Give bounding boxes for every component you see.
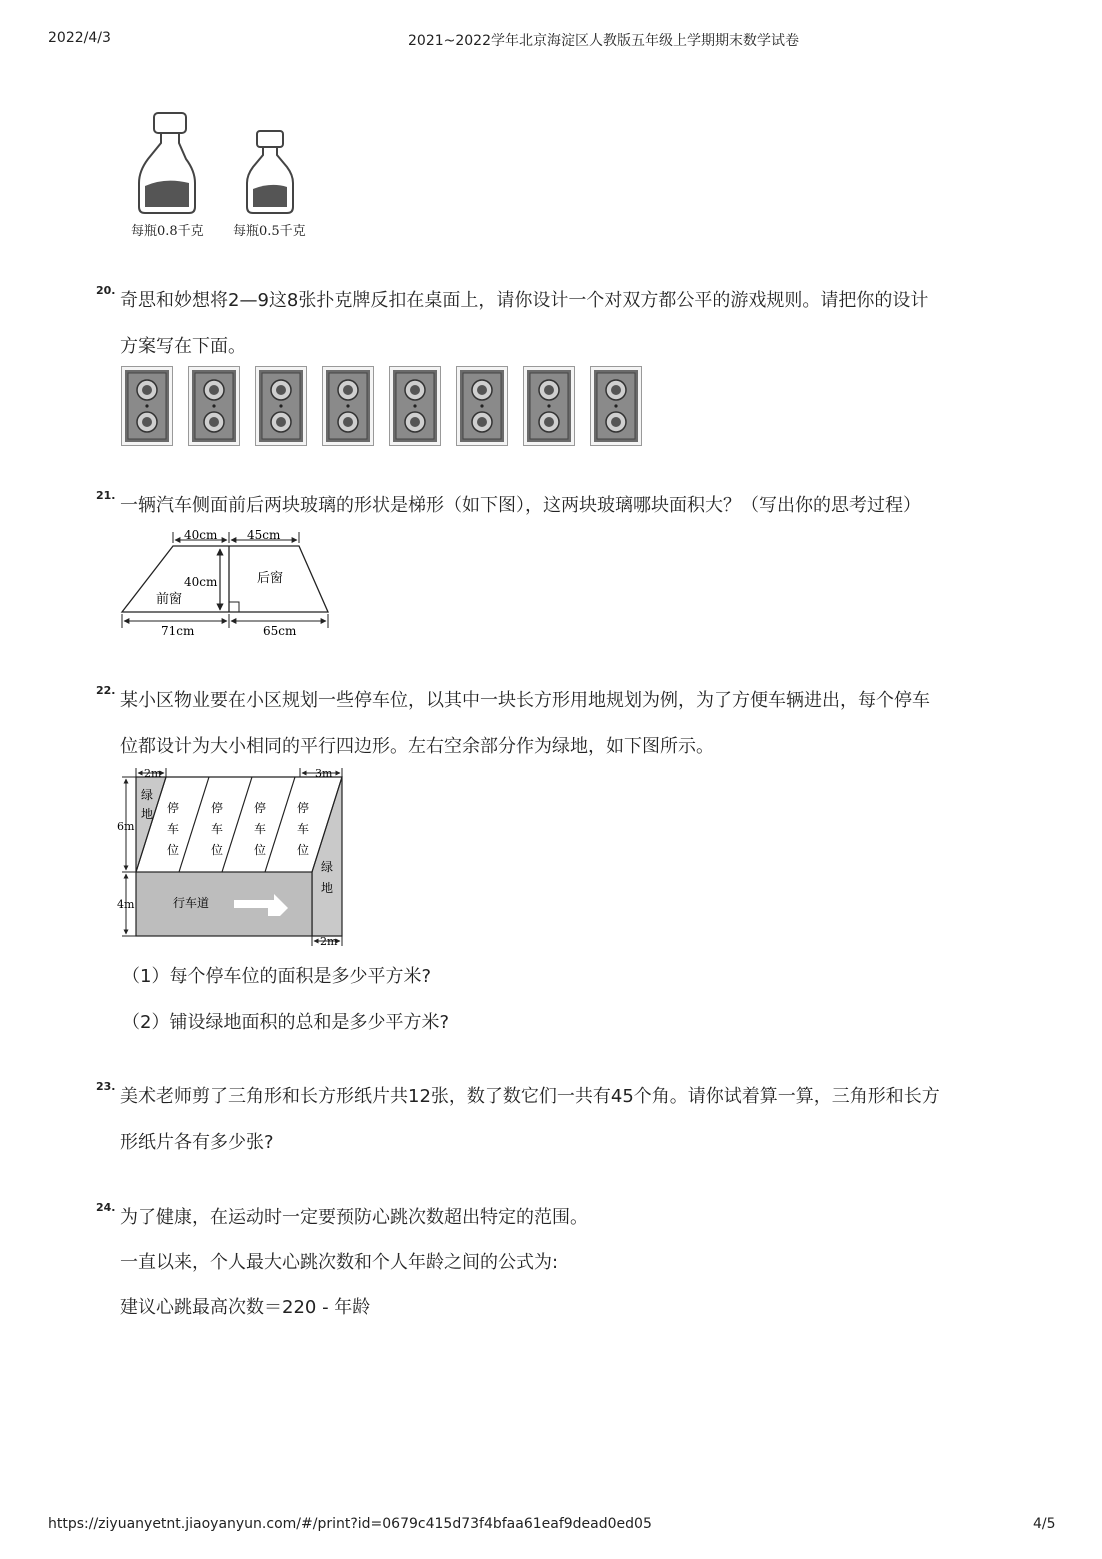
- car-window-diagram: [116, 526, 336, 642]
- top-left-dimension: 40cm: [184, 528, 218, 542]
- question-number: 21.: [96, 489, 116, 502]
- page-url: https://ziyuanyetnt.jiaoyanyun.com/#/print?id=0679c415d73f4bfaa61eaf9dead0ed05: [48, 1516, 652, 1532]
- question-20-text-line2: 方案写在下面。: [120, 336, 246, 357]
- bottles-figure: [125, 105, 325, 220]
- green-left-label-1: 绿: [141, 788, 154, 802]
- playing-card-back: [188, 366, 240, 446]
- playing-card-back: [456, 366, 508, 446]
- question-21-text: 一辆汽车侧面前后两块玻璃的形状是梯形（如下图），这两块玻璃哪块面积大？（写出你的思考过程）: [120, 495, 921, 516]
- large-bottle-caption: 每瓶0.8千克: [131, 224, 204, 239]
- small-bottle-icon: [247, 131, 293, 213]
- bottom-right-dimension: 65cm: [263, 624, 297, 638]
- svg-text:位: 位: [167, 843, 180, 857]
- green-right-label-2: 地: [321, 881, 334, 895]
- top-right-dimension: 45cm: [247, 528, 281, 542]
- parking-labels: [167, 800, 309, 857]
- svg-text:停: 停: [211, 801, 224, 815]
- parking-lot-diagram: [116, 766, 352, 948]
- height-dimension: 40cm: [184, 575, 218, 589]
- question-22-text-line1: 某小区物业要在小区规划一些停车位，以其中一块长方形用地规划为例，为了方便车辆进出，每个停车: [120, 690, 930, 711]
- print-date: 2022/4/3: [48, 30, 111, 46]
- playing-card-back: [255, 366, 307, 446]
- playing-card-back: [590, 366, 642, 446]
- question-23-text-line2: 形纸片各有多少张?: [120, 1132, 274, 1153]
- large-bottle-icon: [139, 113, 195, 213]
- page-number: 4/5: [1033, 1516, 1056, 1532]
- svg-text:车: 车: [254, 822, 267, 836]
- playing-card-back: [322, 366, 374, 446]
- parking-height: 6m: [117, 820, 135, 833]
- question-24-formula: 建议心跳最高次数＝220 - 年龄: [120, 1297, 371, 1318]
- question-number: 23.: [96, 1080, 116, 1093]
- question-20-text-line1: 奇思和妙想将2—9这8张扑克牌反扣在桌面上，请你设计一个对双方都公平的游戏规则。请把你的设计: [120, 290, 929, 311]
- question-number: 22.: [96, 684, 116, 697]
- svg-text:车: 车: [167, 822, 180, 836]
- question-number: 20.: [96, 284, 116, 297]
- playing-card-back: [389, 366, 441, 446]
- bottom-left-dimension: 71cm: [161, 624, 195, 638]
- svg-text:车: 车: [211, 822, 224, 836]
- road-label: 行车道: [173, 896, 210, 910]
- svg-text:停: 停: [254, 801, 267, 815]
- svg-text:车: 车: [297, 822, 310, 836]
- top-right-width: 3m: [315, 767, 333, 780]
- question-23-text-line1: 美术老师剪了三角形和长方形纸片共12张，数了数它们一共有45个角。请你试着算一算，三角形和长方: [120, 1086, 940, 1107]
- playing-card-back: [523, 366, 575, 446]
- question-22-sub1: （1）每个停车位的面积是多少平方米?: [122, 966, 432, 987]
- question-number: 24.: [96, 1201, 116, 1214]
- green-right-label-1: 绿: [321, 860, 334, 874]
- svg-text:位: 位: [297, 843, 310, 857]
- rear-window-label: 后窗: [257, 571, 284, 586]
- document-title: 2021~2022学年北京海淀区人教版五年级上学期期末数学试卷: [408, 33, 799, 49]
- question-24-text-line1: 为了健康，在运动时一定要预防心跳次数超出特定的范围。: [120, 1207, 588, 1228]
- road-height: 4m: [117, 898, 135, 911]
- question-22-sub2: （2）铺设绿地面积的总和是多少平方米?: [122, 1012, 450, 1033]
- green-left-label-2: 地: [141, 807, 154, 821]
- top-left-width: 2m: [144, 767, 162, 780]
- bottom-right-width: 2m: [320, 935, 338, 948]
- question-24-text-line2: 一直以来，个人最大心跳次数和个人年龄之间的公式为:: [120, 1252, 559, 1273]
- small-bottle-caption: 每瓶0.5千克: [233, 224, 306, 239]
- playing-card-back: [121, 366, 173, 446]
- front-window-label: 前窗: [156, 592, 183, 607]
- question-22-text-line2: 位都设计为大小相同的平行四边形。左右空余部分作为绿地，如下图所示。: [120, 736, 714, 757]
- svg-text:位: 位: [211, 843, 224, 857]
- svg-text:停: 停: [297, 801, 310, 815]
- svg-text:停: 停: [167, 801, 180, 815]
- svg-text:位: 位: [254, 843, 267, 857]
